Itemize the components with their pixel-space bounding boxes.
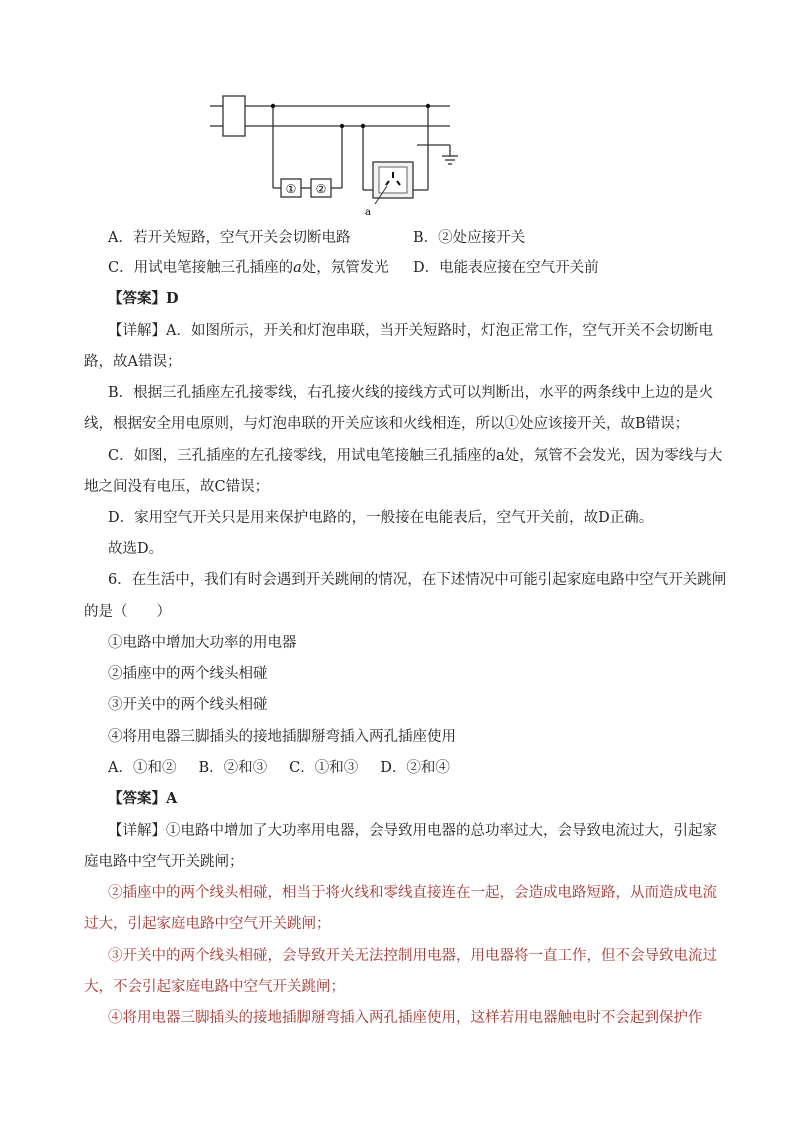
q5-options-row-2 — [108, 258, 734, 278]
q6-option-d: D．②和④ — [380, 760, 450, 776]
q5-detail-line: 【详解】A．如图所示，开关和灯泡串联，当开关短路时，灯泡正常工作，空气开关不会切断电 — [108, 323, 713, 339]
q5-option-b: B．②处应接开关 — [413, 230, 526, 246]
q6-answer: 【答案】A — [108, 790, 178, 807]
breaker-box — [223, 96, 245, 136]
q6-detail-line: 庭电路中空气开关跳闸； — [84, 854, 244, 870]
q6-item: ①电路中增加大功率的用电器 — [108, 635, 297, 651]
circuit-diagram — [205, 90, 465, 220]
q5-conclusion: 故选D。 — [108, 541, 164, 557]
q5-option-a: A．若开关短路，空气开关会切断电路 — [108, 230, 351, 246]
q6-options — [108, 758, 734, 778]
q6-item: ②插座中的两个线头相碰 — [108, 666, 268, 682]
q6-item: ③开关中的两个线头相碰 — [108, 697, 268, 713]
q5-detail-line: B．根据三孔插座左孔接零线，右孔接火线的接线方式可以判断出，水平的两条线中上边的是火 — [108, 385, 714, 401]
q5-answer: 【答案】D — [108, 290, 179, 307]
q6-option-b: B．②和③ — [198, 760, 268, 776]
q5-detail-line: 路，故A错误； — [84, 354, 182, 370]
three-pin-socket — [373, 162, 413, 204]
q6-detail-red-line: ③开关中的两个线头相碰，会导致开关无法控制用电器，用电器将一直工作，但不会导致电流过 — [108, 948, 717, 964]
q5-detail-line: C．如图，三孔插座的左孔接零线，用试电笔接触三孔插座的a处，氖管不会发光，因为零线与大 — [108, 448, 723, 464]
q6-option-c: C．①和③ — [289, 760, 359, 776]
q6-detail-red-line: 大，不会引起家庭电路中空气开关跳闸； — [84, 979, 345, 995]
q6-detail-red-line: ②插座中的两个线头相碰，相当于将火线和零线直接连在一起，会造成电路短路，从而造成电流 — [108, 885, 717, 901]
q6-option-a: A．①和② — [108, 760, 177, 776]
point-a-label: a — [365, 207, 371, 218]
q6-item: ④将用电器三脚插头的接地插脚掰弯插入两孔插座使用 — [108, 729, 456, 745]
q5-detail-line: D．家用空气开关只是用来保护电路的，一般接在电能表后，空气开关前，故D正确。 — [108, 510, 654, 526]
q6-detail-line: 【详解】①电路中增加了大功率用电器，会导致用电器的总功率过大，会导致电流过大，引起家 — [108, 823, 717, 839]
q6-detail-red-line: 过大，引起家庭电路中空气开关跳闸； — [84, 916, 331, 932]
box2-label: ② — [315, 182, 327, 196]
q6-stem-line: 的是（ ） — [84, 604, 171, 620]
q5-option-c: C．用试电笔接触三孔插座的a处，氖管发光 — [108, 260, 389, 276]
box1-label: ① — [285, 182, 297, 196]
q6-detail-red-line: ④将用电器三脚插头的接地插脚掰弯插入两孔插座使用，这样若用电器触电时不会起到保护作 — [108, 1010, 703, 1026]
q5-detail-line: 地之间没有电压，故C错误； — [84, 479, 270, 495]
q5-options-row-1 — [108, 228, 734, 248]
q5-detail-line: 线，根据安全用电原则，与灯泡串联的开关应该和火线相连，所以①处应该接开关，故B错误； — [84, 416, 690, 432]
q5-option-d: D．电能表应接在空气开关前 — [413, 260, 599, 276]
q6-stem-line: 6．在生活中，我们有时会遇到开关跳闸的情况，在下述情况中可能引起家庭电路中空气开关跳闸 — [108, 572, 727, 588]
